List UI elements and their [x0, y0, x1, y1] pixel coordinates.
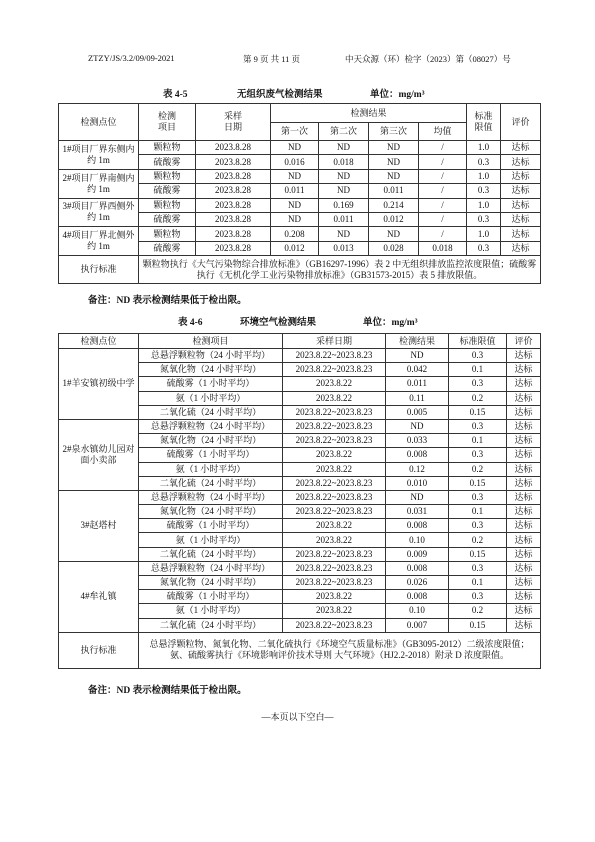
limit-cell: 0.1: [449, 576, 507, 590]
date-cell: 2023.8.28: [196, 184, 271, 198]
result-cell: 0.031: [386, 505, 449, 519]
standard-text: 颗粒物执行《大气污染物综合排放标准》（GB16297-1996）表 2 中无组织排放监控浓度限值；硫酸雾执行《无机化学工业污染物排放标准》（GB31573-2015）表 5 排放限值。: [139, 256, 541, 284]
limit-cell: 0.15: [449, 405, 507, 419]
limit-cell: 0.15: [449, 618, 507, 632]
evaluation-cell: 达标: [507, 590, 541, 604]
date-cell: 2023.8.22~2023.8.23: [283, 349, 386, 363]
date-cell: 2023.8.28: [196, 169, 271, 183]
header-results: 检测结果: [271, 104, 467, 123]
table-header-row: [59, 104, 541, 123]
point-cell: 4#项目厂界北侧外约 1m: [59, 227, 139, 256]
result-second-cell: ND: [319, 184, 369, 198]
standard-row: [59, 256, 541, 284]
limit-cell: 0.15: [449, 476, 507, 490]
result-cell: 0.10: [386, 604, 449, 618]
result-cell: 0.008: [386, 519, 449, 533]
point-cell: 4#牟礼镇: [59, 561, 139, 632]
result-cell: 0.033: [386, 434, 449, 448]
date-cell: 2023.8.22~2023.8.23: [283, 490, 386, 504]
result-second-cell: ND: [319, 227, 369, 241]
result-cell: 0.010: [386, 476, 449, 490]
limit-cell: 0.2: [449, 604, 507, 618]
evaluation-cell: 达标: [507, 576, 541, 590]
evaluation-cell: 达标: [507, 533, 541, 547]
header-item-label: 检测项目: [157, 111, 176, 132]
point-cell: 3#赵塔村: [59, 490, 139, 561]
standard-label: 执行标准: [59, 632, 139, 668]
result-cell: 0.011: [386, 377, 449, 391]
standard-section: [59, 632, 541, 668]
evaluation-cell: 达标: [507, 419, 541, 433]
result-second-cell: 0.011: [319, 212, 369, 226]
item-cell: 氨（1 小时平均）: [139, 604, 283, 618]
evaluation-cell: 达标: [507, 505, 541, 519]
item-cell: 氮氧化物（24 小时平均）: [139, 576, 283, 590]
standard-label: 执行标准: [59, 256, 139, 284]
evaluation-cell: 达标: [507, 391, 541, 405]
result-second-cell: 0.013: [319, 241, 369, 255]
item-cell: 二氧化硫（24 小时平均）: [139, 476, 283, 490]
average-cell: /: [419, 198, 467, 212]
limit-cell: 0.3: [449, 561, 507, 575]
limit-cell: 1.0: [467, 141, 501, 155]
header-limit-label: 标准限值: [474, 111, 493, 132]
header-evaluation: 评价: [501, 104, 541, 141]
item-cell: 硫酸雾: [139, 212, 196, 226]
item-cell: 总悬浮颗粒物（24 小时平均）: [139, 349, 283, 363]
item-cell: 硫酸雾: [139, 155, 196, 169]
date-cell: 2023.8.22~2023.8.23: [283, 576, 386, 590]
limit-cell: 0.3: [467, 184, 501, 198]
header-first: 第一次: [271, 123, 319, 141]
date-cell: 2023.8.28: [196, 212, 271, 226]
limit-cell: 0.3: [449, 448, 507, 462]
result-cell: 0.026: [386, 576, 449, 590]
average-cell: /: [419, 227, 467, 241]
evaluation-cell: 达标: [507, 547, 541, 561]
limit-cell: 0.2: [449, 533, 507, 547]
date-cell: 2023.8.22~2023.8.23: [283, 419, 386, 433]
limit-cell: 0.15: [449, 547, 507, 561]
table-row: [59, 198, 541, 212]
item-cell: 硫酸雾（1 小时平均）: [139, 519, 283, 533]
evaluation-cell: 达标: [507, 490, 541, 504]
average-cell: /: [419, 212, 467, 226]
page-number: 第 9 页 共 11 页: [243, 54, 301, 64]
item-cell: 硫酸雾（1 小时平均）: [139, 377, 283, 391]
result-third-cell: ND: [369, 141, 419, 155]
limit-cell: 1.0: [467, 198, 501, 212]
result-cell: 0.005: [386, 405, 449, 419]
table-row: [59, 227, 541, 241]
item-cell: 氮氧化物（24 小时平均）: [139, 434, 283, 448]
header-item: [139, 104, 196, 141]
header-date: 采样日期: [283, 334, 386, 349]
result-cell: 0.008: [386, 561, 449, 575]
evaluation-cell: 达标: [507, 405, 541, 419]
evaluation-cell: 达标: [507, 519, 541, 533]
item-cell: 氨（1 小时平均）: [139, 462, 283, 476]
limit-cell: 1.0: [467, 169, 501, 183]
result-first-cell: ND: [271, 169, 319, 183]
evaluation-cell: 达标: [501, 241, 541, 255]
item-cell: 氮氧化物（24 小时平均）: [139, 363, 283, 377]
date-cell: 2023.8.28: [196, 155, 271, 169]
average-cell: /: [419, 155, 467, 169]
result-second-cell: ND: [319, 169, 369, 183]
item-cell: 硫酸雾: [139, 184, 196, 198]
date-cell: 2023.8.22~2023.8.23: [283, 476, 386, 490]
table-body: [59, 349, 541, 633]
limit-cell: 0.2: [449, 462, 507, 476]
date-cell: 2023.8.22~2023.8.23: [283, 561, 386, 575]
table-number: 表 4-5: [163, 90, 188, 100]
limit-cell: 0.3: [449, 349, 507, 363]
header-date-label: 采样日期: [223, 111, 242, 132]
date-cell: 2023.8.28: [196, 198, 271, 212]
limit-cell: 0.1: [449, 434, 507, 448]
table-row: [59, 490, 541, 504]
evaluation-cell: 达标: [501, 227, 541, 241]
header-point: 检测点位: [59, 334, 139, 349]
limit-cell: 0.1: [449, 505, 507, 519]
report-number: 中天众源（环）检字（2023）第（08027）号: [345, 54, 511, 64]
document-code: ZTZY/JS/3.2/09/09-2021: [88, 53, 175, 63]
date-cell: 2023.8.22: [283, 448, 386, 462]
date-cell: 2023.8.28: [196, 227, 271, 241]
result-cell: 0.009: [386, 547, 449, 561]
header-third: 第三次: [369, 123, 419, 141]
item-cell: 总悬浮颗粒物（24 小时平均）: [139, 561, 283, 575]
table-row: [59, 419, 541, 433]
header-limit: 标准限值: [449, 334, 507, 349]
header-evaluation: 评价: [507, 334, 541, 349]
limit-cell: 0.3: [449, 590, 507, 604]
limit-cell: 0.3: [449, 377, 507, 391]
evaluation-cell: 达标: [501, 169, 541, 183]
result-third-cell: ND: [369, 169, 419, 183]
average-cell: /: [419, 184, 467, 198]
date-cell: 2023.8.22: [283, 604, 386, 618]
date-cell: 2023.8.22~2023.8.23: [283, 505, 386, 519]
limit-cell: 0.3: [467, 155, 501, 169]
header-item: 检测项目: [139, 334, 283, 349]
date-cell: 2023.8.22~2023.8.23: [283, 618, 386, 632]
result-cell: 0.008: [386, 590, 449, 604]
header-date: [196, 104, 271, 141]
evaluation-cell: 达标: [507, 434, 541, 448]
date-cell: 2023.8.22: [283, 391, 386, 405]
limit-cell: 0.3: [449, 419, 507, 433]
result-first-cell: 0.208: [271, 227, 319, 241]
table-note: 备注：ND 表示检测结果低于检出限。: [88, 296, 247, 306]
result-third-cell: 0.214: [369, 198, 419, 212]
evaluation-cell: 达标: [507, 349, 541, 363]
date-cell: 2023.8.22~2023.8.23: [283, 434, 386, 448]
standard-row: [59, 632, 541, 668]
evaluation-cell: 达标: [507, 618, 541, 632]
date-cell: 2023.8.28: [196, 241, 271, 255]
table-title: 环境空气检测结果: [240, 318, 317, 328]
evaluation-cell: 达标: [507, 561, 541, 575]
limit-cell: 0.1: [449, 363, 507, 377]
result-cell: 0.10: [386, 533, 449, 547]
standard-text: 总悬浮颗粒物、氮氧化物、二氧化硫执行《环境空气质量标准》（GB3095-2012）二级浓度限值；氨、硫酸雾执行《环境影响评价技术导则 大气环境》（HJ2.2-2018）附录 D 浓度限值。: [139, 632, 541, 668]
average-cell: /: [419, 141, 467, 155]
date-cell: 2023.8.22: [283, 590, 386, 604]
table-row: [59, 141, 541, 155]
item-cell: 颗粒物: [139, 141, 196, 155]
result-cell: 0.007: [386, 618, 449, 632]
point-cell: 3#项目厂界西侧外约 1m: [59, 198, 139, 227]
point-cell: 2#项目厂界南侧内约 1m: [59, 169, 139, 198]
evaluation-cell: 达标: [501, 184, 541, 198]
limit-cell: 0.3: [467, 241, 501, 255]
item-cell: 颗粒物: [139, 198, 196, 212]
item-cell: 总悬浮颗粒物（24 小时平均）: [139, 490, 283, 504]
date-cell: 2023.8.22~2023.8.23: [283, 363, 386, 377]
table-row: [59, 561, 541, 575]
table-row: [59, 349, 541, 363]
result-third-cell: 0.012: [369, 212, 419, 226]
evaluation-cell: 达标: [507, 363, 541, 377]
evaluation-cell: 达标: [501, 198, 541, 212]
result-first-cell: ND: [271, 198, 319, 212]
evaluation-cell: 达标: [507, 476, 541, 490]
date-cell: 2023.8.22: [283, 533, 386, 547]
table-row: [59, 169, 541, 183]
evaluation-cell: 达标: [507, 377, 541, 391]
table-body: [59, 141, 541, 256]
item-cell: 二氧化硫（24 小时平均）: [139, 405, 283, 419]
result-second-cell: 0.018: [319, 155, 369, 169]
limit-cell: 1.0: [467, 227, 501, 241]
result-second-cell: ND: [319, 141, 369, 155]
item-cell: 二氧化硫（24 小时平均）: [139, 618, 283, 632]
header-limit: [467, 104, 501, 141]
table-unit: 单位：mg/m³: [363, 318, 418, 328]
result-third-cell: ND: [369, 155, 419, 169]
item-cell: 硫酸雾（1 小时平均）: [139, 590, 283, 604]
point-cell: 1#羊安镇初级中学: [59, 349, 139, 420]
date-cell: 2023.8.28: [196, 141, 271, 155]
limit-cell: 0.3: [449, 490, 507, 504]
result-first-cell: ND: [271, 212, 319, 226]
item-cell: 氨（1 小时平均）: [139, 391, 283, 405]
result-first-cell: 0.012: [271, 241, 319, 255]
result-cell: 0.008: [386, 448, 449, 462]
evaluation-cell: 达标: [507, 448, 541, 462]
point-cell: 1#项目厂界东侧内约 1m: [59, 141, 139, 170]
evaluation-cell: 达标: [501, 212, 541, 226]
item-cell: 硫酸雾: [139, 241, 196, 255]
date-cell: 2023.8.22: [283, 519, 386, 533]
point-cell: 2#泉水镇幼儿园对面小卖部: [59, 419, 139, 490]
item-cell: 氮氧化物（24 小时平均）: [139, 505, 283, 519]
table-note: 备注：ND 表示检测结果低于检出限。: [88, 686, 247, 696]
header-point: 检测点位: [59, 104, 139, 141]
result-first-cell: 0.011: [271, 184, 319, 198]
date-cell: 2023.8.22: [283, 462, 386, 476]
result-third-cell: 0.028: [369, 241, 419, 255]
result-third-cell: ND: [369, 227, 419, 241]
ambient-air-table: [58, 333, 541, 669]
result-first-cell: ND: [271, 141, 319, 155]
table-number: 表 4-6: [178, 318, 203, 328]
limit-cell: 0.3: [449, 519, 507, 533]
header-second: 第二次: [319, 123, 369, 141]
date-cell: 2023.8.22~2023.8.23: [283, 405, 386, 419]
result-cell: 0.12: [386, 462, 449, 476]
table-title: 无组织废气检测结果: [237, 90, 323, 100]
standard-section: [59, 256, 541, 284]
date-cell: 2023.8.22~2023.8.23: [283, 547, 386, 561]
header-average: 均值: [419, 123, 467, 141]
item-cell: 二氧化硫（24 小时平均）: [139, 547, 283, 561]
evaluation-cell: 达标: [501, 141, 541, 155]
page-end-marker: —本页以下空白—: [261, 712, 334, 722]
item-cell: 颗粒物: [139, 227, 196, 241]
average-cell: 0.018: [419, 241, 467, 255]
result-cell: ND: [386, 349, 449, 363]
evaluation-cell: 达标: [501, 155, 541, 169]
item-cell: 颗粒物: [139, 169, 196, 183]
result-cell: 0.042: [386, 363, 449, 377]
date-cell: 2023.8.22: [283, 377, 386, 391]
limit-cell: 0.2: [449, 391, 507, 405]
evaluation-cell: 达标: [507, 462, 541, 476]
result-first-cell: 0.016: [271, 155, 319, 169]
evaluation-cell: 达标: [507, 604, 541, 618]
result-third-cell: 0.011: [369, 184, 419, 198]
table-header-row: [59, 334, 541, 349]
result-cell: ND: [386, 490, 449, 504]
item-cell: 总悬浮颗粒物（24 小时平均）: [139, 419, 283, 433]
table-unit: 单位：mg/m³: [370, 90, 425, 100]
result-second-cell: 0.169: [319, 198, 369, 212]
limit-cell: 0.3: [467, 212, 501, 226]
unorganized-exhaust-table: [58, 103, 541, 284]
result-cell: ND: [386, 419, 449, 433]
item-cell: 氨（1 小时平均）: [139, 533, 283, 547]
header-result: 检测结果: [386, 334, 449, 349]
average-cell: /: [419, 169, 467, 183]
result-cell: 0.11: [386, 391, 449, 405]
item-cell: 硫酸雾（1 小时平均）: [139, 448, 283, 462]
